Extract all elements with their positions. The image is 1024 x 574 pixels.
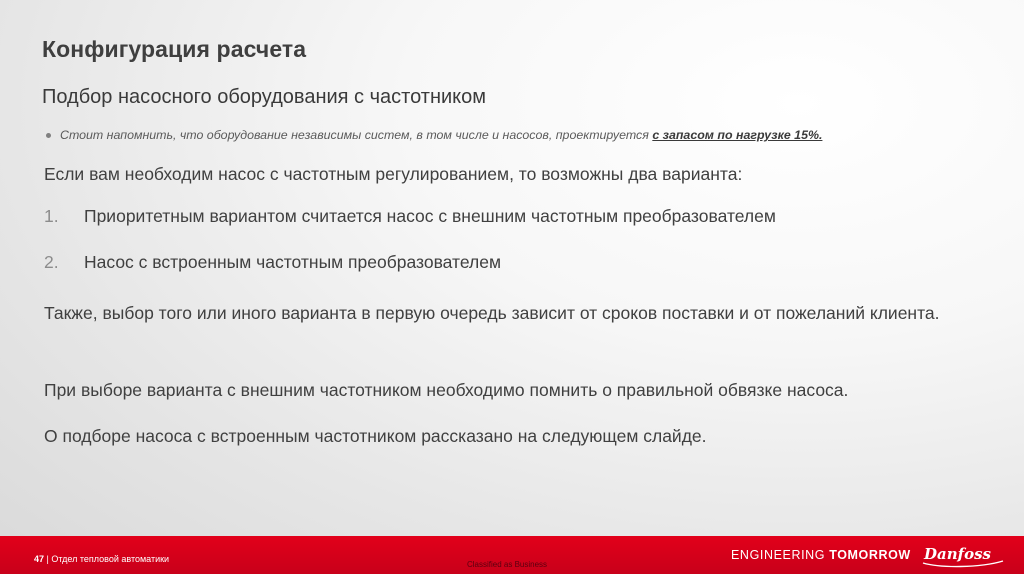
intro-paragraph: Если вам необходим насос с частотным регулированием, то возможны два варианта: xyxy=(44,164,743,184)
option-item xyxy=(44,252,501,273)
option-text: Приоритетным вариантом считается насос с внешним частотным преобразователем xyxy=(84,206,776,226)
reminder-text: Стоит напомнить, что оборудование независимы систем, в том числе и насосов, проектируется xyxy=(60,128,649,142)
department-name: Отдел тепловой автоматики xyxy=(51,554,170,564)
footer-bar xyxy=(0,536,1024,574)
bullet-dot-icon xyxy=(46,133,51,138)
danfoss-logo-icon xyxy=(920,542,1006,569)
option-text: Насос с встроенным частотным преобразователем xyxy=(84,252,501,272)
slogan-bold: TOMORROW xyxy=(829,548,911,562)
reminder-emphasis: с запасом по нагрузке 15%. xyxy=(652,128,823,142)
slide-title: Конфигурация расчета xyxy=(42,36,307,62)
logo-text: Danfoss xyxy=(924,545,991,563)
slide-subtitle: Подбор насосного оборудования с частотником xyxy=(42,86,487,108)
option-item xyxy=(44,206,776,227)
footer-page-info xyxy=(34,554,169,564)
choice-paragraph: Также, выбор того или иного варианта в первую очередь зависит от сроков поставки и от пожеланий клиента. xyxy=(44,303,940,323)
slogan xyxy=(731,548,911,562)
external-paragraph: При выборе варианта с внешним частотником необходимо помнить о правильной обвязке насоса. xyxy=(44,380,849,400)
builtin-paragraph: О подборе насоса с встроенным частотником рассказано на следующем слайде. xyxy=(44,426,707,446)
slogan-light: ENGINEERING xyxy=(731,548,830,562)
reminder-bullet xyxy=(46,128,822,142)
page-number: 47 xyxy=(34,554,45,564)
classification-label: Classified as Business xyxy=(467,560,548,569)
footer-separator: | xyxy=(44,554,52,564)
option-number: 2. xyxy=(44,252,59,272)
option-number: 1. xyxy=(44,206,59,226)
